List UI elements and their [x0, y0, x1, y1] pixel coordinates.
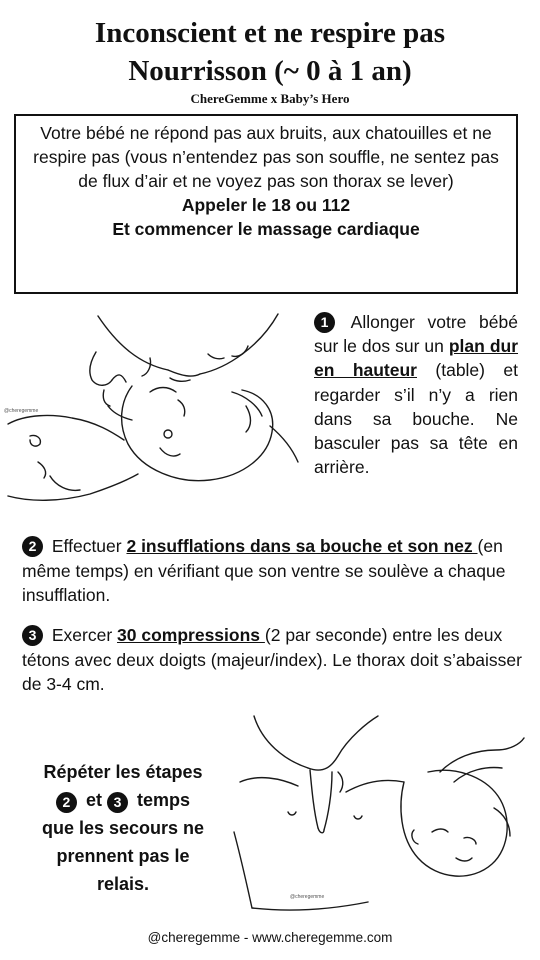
repeat-step-3-number: 3 — [107, 792, 128, 813]
repeat-temps: temps — [137, 790, 191, 810]
step-3-text-before: Exercer — [51, 625, 118, 645]
step-1 — [314, 310, 518, 479]
repeat-instructions — [10, 758, 236, 898]
intro-box — [14, 114, 518, 294]
repeat-line-4: prennent pas le — [56, 846, 190, 866]
step-3-number: 3 — [22, 625, 43, 646]
repeat-and: et — [85, 790, 102, 810]
credit-line: ChereGemme x Baby’s Hero — [190, 91, 350, 106]
step-1-highlight: plan dur en hauteur — [314, 336, 519, 381]
step-1-text-before: Allonger votre bébé sur le dos sur un — [314, 312, 518, 357]
step-3-text-after: (2 par seconde) entre les deux tétons avec deux doigts (majeur/index). Le thorax doit s’abaisser de 3-4 cm. — [22, 625, 522, 694]
step-3-highlight: 30 compressions — [117, 625, 265, 645]
repeat-step-2-number: 2 — [56, 792, 77, 813]
intro-call: Appeler le 18 ou 112 — [181, 195, 351, 215]
intro-start: Et commencer le massage cardiaque — [112, 219, 420, 239]
footer-credits: @cheregemme - www.cheregemme.com — [147, 930, 393, 945]
step-1-number: 1 — [314, 312, 335, 333]
step-2 — [22, 534, 522, 608]
rescue-breath-illustration — [0, 306, 310, 526]
watermark: @cheregemme — [290, 894, 325, 900]
step-1-text-after: (table) et regarder s’il n’y a rien dans sa bouche. Ne basculer pas sa tête en arrière. — [314, 360, 518, 478]
compression-illustration — [228, 712, 528, 922]
watermark: @cheregemme — [4, 408, 39, 414]
step-2-highlight: 2 insufflations dans sa bouche et son nez — [126, 536, 478, 556]
repeat-line-1: Répéter les étapes — [43, 762, 203, 782]
repeat-line-2 — [10, 786, 236, 814]
step-2-number: 2 — [22, 536, 43, 557]
step-3 — [22, 623, 522, 697]
repeat-line-3: que les secours ne — [41, 818, 205, 838]
repeat-line-5: relais. — [96, 874, 150, 894]
page-subtitle: Nourrisson (~ 0 à 1 an) — [128, 55, 412, 87]
step-2-text-before: Effectuer — [51, 536, 127, 556]
page-title: Inconscient et ne respire pas — [94, 17, 446, 49]
intro-text: Votre bébé ne répond pas aux bruits, aux chatouilles et ne respire pas (vous n’entendez pas son souffle, ne sentez pas de flux d’air et ne voyez pas son thorax se lever) — [33, 123, 499, 191]
step-2-text-after: (en même temps) en vérifiant que son ventre se soulève a chaque insufflation. — [22, 536, 506, 605]
